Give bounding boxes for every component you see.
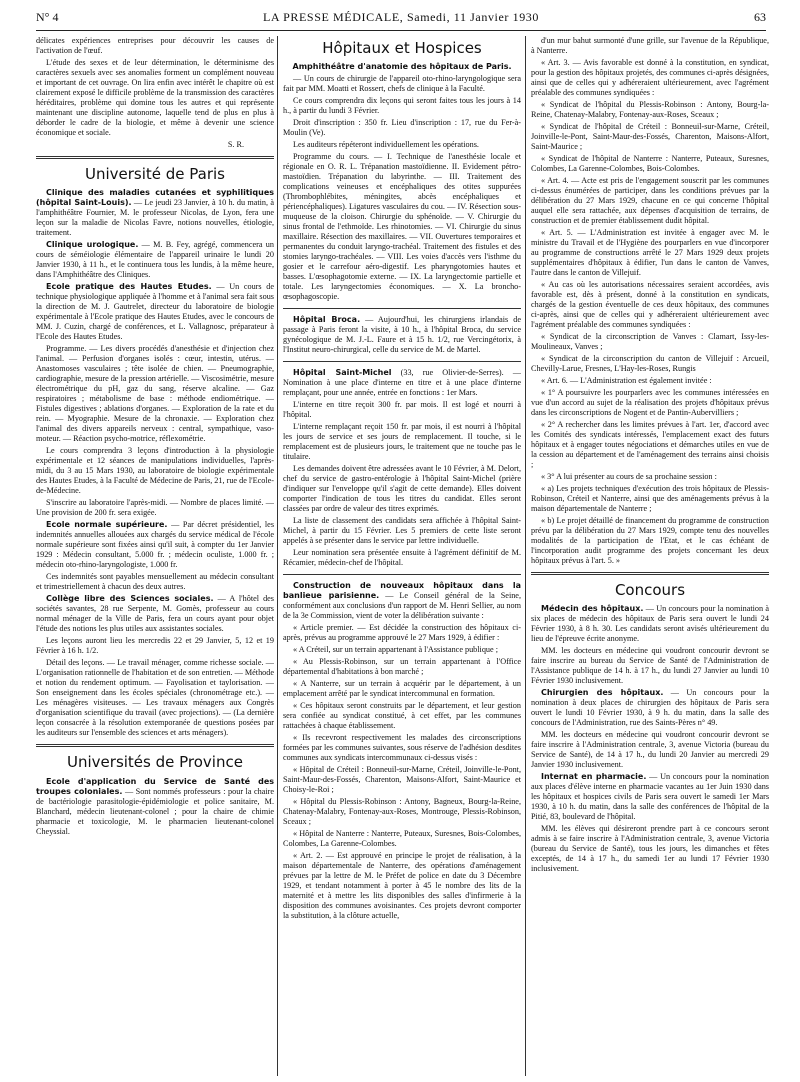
article-item [36, 282, 274, 342]
article-paragraph: « Hôpital de Créteil : Bonneuil-sur-Marne, Créteil, Joinville-le-Pont, Saint-Maur-des-Fossés, Charenton, Maisons-Alfort, Saint-Maurice et Choisy-le-Roi ; [283, 765, 521, 795]
article-item [36, 777, 274, 837]
article-item [36, 572, 274, 592]
article-paragraph: « Ces hôpitaux seront construits par le département, et leur gestion sera confiée au syndicat constitué, à cet effet, par les communes rattachées à chaque établissement. [283, 701, 521, 731]
stmichel-paragraphs [283, 400, 521, 568]
resolution-articles [283, 623, 521, 921]
column-divider [277, 36, 278, 1076]
article-paragraph: « 1° A poursuivre les pourparlers avec les communes intéressées en vue d'un accord au sujet de la réalisation des projets d'hôpitaux prévus dans les circonscriptions de Nogent et de Pantin-Aubervilliers ; [531, 388, 769, 417]
article-paragraph: « 3° A lui présenter au cours de sa prochaine session : [541, 472, 717, 481]
article-paragraph: L'étude des sexes et de leur détermination, le déterminisme des caractères sexuels avec ses anomalies forment un complément nouveau et important de cet ouvrage. On lira enfin avec intérêt le chapitre où est clairement exposé le difficile problème de la transmission des caractères héréditaires, problème qui domine tous les autres et qui représente maintenant une discipline autonome, laquelle tend de plus en plus à déborder le cadre de la biologie, et même à devenir une science économique et sociale. [36, 58, 274, 137]
article-item [283, 368, 521, 398]
article-item [36, 498, 274, 518]
article-paragraph: L'interne remplaçant reçoit 150 fr. par mois, il est nourri à l'hôpital les jours de service et ses jours de remplacement. Il touche, si le remplacement est de plusieurs jours, le traitement que ne touche pas le titulaire. [283, 422, 521, 462]
page-number: 63 [754, 10, 766, 24]
item-divider [283, 361, 521, 362]
article-paragraph: L'interne en titre reçoit 300 fr. par mois. Il est logé et nourri à l'hôpital. [283, 400, 521, 420]
article-paragraph: La liste de classement des candidats sera affichée à l'hôpital Saint-Michel, à partir du 15 Février. Les 5 premiers de cette liste seront appelés à se présenter dans le service par lettre individuelle. [283, 516, 521, 546]
column-2 [283, 36, 521, 1076]
article-paragraph: « 2° A rechercher dans les limites prévues à l'art. 1er, d'accord avec les Comités des syndicats intéressés, l'emplacement exact des futurs hôpitaux et à engager toutes négociations et démarches utiles en vue de la cession au département et de l'aménagement des terrains ainsi choisis ; [531, 420, 769, 469]
section-divider [531, 572, 769, 575]
item-heading: Internat en pharmacie. [541, 772, 647, 782]
article-paragraph: « Syndicat de l'hôpital de Nanterre : Nanterre, Puteaux, Suresnes, Colombes, La Garenne-Colombes, Bois-Colombes. [531, 154, 769, 173]
item-divider [283, 574, 521, 575]
item-text: MM. les élèves qui désireront prendre part à ce concours seront admis à se faire inscrire à l'Administration centrale, 3, avenue Victoria (bureau du Service de Santé), tous les jours, les dimanches et fêtes exceptés, de 14 à 17 h., du samedi 1er au lundi 17 Février 1930 inclusivement. [531, 824, 769, 874]
item-text: — Le Conseil général de la Seine, conformément aux conclusions d'un rapport de M. Henri Sellier, au nom de la 3e Commission, vient de voter la délibération suivante : [283, 591, 521, 621]
item-heading: Collège libre des Sciences sociales. [46, 594, 214, 604]
article-paragraph: « a) Les projets techniques d'exécution des trois hôpitaux de Plessis-Robinson, Créteil et Nanterre, ainsi que des aménagements prévus à la maison départementale de Nanterre ; [531, 484, 769, 513]
article-paragraph: « Hôpital du Plessis-Robinson : Antony, Bagneux, Bourg-la-Reine, Chatenay-Malabry, Fontenay-aux-Roses, Montrouge, Plessis-Robinson, Sceaux ; [283, 797, 521, 827]
article-paragraph: « Syndicat de la circonscription de Vanves : Clamart, Issy-les-Moulineaux, Vanves ; [531, 332, 769, 351]
article-paragraph: Droit d'inscription : 350 fr. Lieu d'inscription : 17, rue du Fer-à-Moulin (Ve). [283, 118, 521, 138]
item-text: — Par décret présidentiel, les indemnités annuelles allouées aux chargés du service médical de l'école normale supérieure sont fixées ainsi qu'il suit, à compter du 1er Janvier 1929 : Médecin consultant, 5.000 fr. ; médecin oculiste, 1.000 fr. ; médecin oto-rhino-laryngologiste, 1.000 fr. [36, 520, 274, 570]
article-item [36, 636, 274, 656]
article-paragraph: « Art. 3. — Avis favorable est donné à la constitution, en syndicat, pour la gestion des hôpitaux projetés, des communes ci-après désignées, ainsi que de celles qui y adhéreraient ultérieurement, avec l'agrément préalable des communes syndiquées : [531, 58, 769, 97]
article-item [36, 344, 274, 444]
article-item [531, 824, 769, 874]
item-text: — A l'hôtel des sociétés savantes, 28 rue Serpente, M. Gomès, professeur au cours normal ménager de la Ville de Paris, fera un cours ayant pour objet l'étude des notions les plus utiles aux assistantes sociales. [36, 594, 274, 634]
article-item [283, 581, 521, 621]
page-header [36, 8, 766, 31]
section-title-concours: Concours [614, 581, 686, 599]
article-paragraph: Programme du cours. — I. Technique de l'anesthésie locale et régionale en O. R. L. Trépanation mastoïdienne. II. Evidement pétro-mastoïdien. Trépanation du labyrinthe. — III. Traitement des complications veineuses et encéphaliques des otites suppurées (Thrombophlébites, méningites, abcès encéphaliques et périencéphaliques). Ligatures vasculaires du cou. — IV. Résection sous-muqueuse de la cloison. Chirurgie du sphénoïde. — V. Chirurgie du sinus frontal de l'ethmoïde. Les rhinotomies. — VI. Chirurgie du sinus maxillaire. Résection des maxillaires. — VII. Ouvertures temporaires et permanentes du conduit laryngo-trachéal. Traitement des fistules et des stomies laryngo-trachéales. — VIII. Les voies d'accès vers l'isthme du gosier et le carrefour aéro-digestif. Les pharyngotomies hautes et basses. L'œsophagotomie externe. — IX. La laryngectomie partielle et totale. Les laryngectomies économiques. — X. La broncho-œsophagoscopie. [283, 152, 521, 302]
item-text: MM. les docteurs en médecine qui voudront concourir devront se faire inscrire au bureau du Service de Santé de l'Administration de l'Assistance publique de 14 h. à 17 h., du lundi 27 Janvier au lundi 10 Février 1930 inclusivement. [531, 646, 769, 686]
resolution-continued [531, 36, 769, 566]
item-heading: Médecin des hôpitaux. [541, 604, 644, 614]
article-item [531, 772, 769, 822]
section-title-universites-de-province: Universités de Province [67, 753, 243, 772]
article-item [531, 688, 769, 728]
article-paragraph: « A Créteil, sur un terrain appartenant à l'Assistance publique ; [293, 645, 498, 655]
item-heading: Hôpital Broca. [293, 315, 361, 325]
item-heading: Ecole d'application du Service de Santé des troupes coloniales. [36, 776, 274, 796]
item-text: Le cours comprendra 3 leçons d'introduction à la physiologie expérimentale et 12 séances de manipulations individuelles, l'après-midi, du 3 au 15 Mars 1930, au laboratoire de biologie expérimentale des Hautes Etudes, à la Faculté de Médecine de Paris, 21, rue de l'Ecole-de-Médecine. [36, 446, 274, 496]
article-item [36, 594, 274, 634]
article-paragraph: « Au Plessis-Robinson, sur un terrain appartenant à l'Office départemental d'habitations à bon marché ; [283, 657, 521, 677]
article-paragraph: — Un cours de chirurgie de l'appareil oto-rhino-laryngologique sera fait par MM. Moatti et Rossert, chefs de clinique à la Faculté. [283, 74, 521, 94]
article-item [36, 658, 274, 738]
signature: S. R. [227, 140, 244, 149]
item-text: MM. les docteurs en médecine qui voudront concourir devront se faire inscrire à l'Administration centrale, 3, avenue Victoria (bureau du Service de Santé), de 14 à 17 h., du lundi 20 Janvier au mercredi 29 Janvier 1930 inclusivement. [531, 730, 769, 770]
article-paragraph: « Au cas où les autorisations nécessaires seraient accordées, avis favorable est, dès à présent, donné à la constitution en syndicats, chargés de la gestion éventuelle de ces deux hôpitaux, des communes ci-après, ainsi que de celles qui y adhéreraient ultérieurement avec l'agrément préalable des communes syndiquées : [531, 280, 769, 329]
article-paragraph: « Syndicat de l'hôpital du Plessis-Robinson : Antony, Bourg-la-Reine, Chatenay-Malabry, Fontenay-aux-Roses, Sceaux ; [531, 100, 769, 119]
province-items [36, 777, 274, 837]
article-paragraph: « Syndicat de la circonscription du canton de Villejuif : Arcueil, Chevilly-Larue, Fresnes, L'Hay-les-Roses, Rungis [531, 354, 769, 373]
article-item [531, 730, 769, 770]
article-paragraph: « b) Le projet détaillé de financement du programme de construction prévu par la délibération du 27 Mars 1929, compte tenu des nouvelles modalités de la participation de l'Etat, et le cas échéant de l'incorporation audit programme des projets concernant les deux hôpitaux prévus à l'art. 5. » [531, 516, 769, 565]
article-paragraph: « Art. 5. — L'Administration est invitée à engager avec M. le ministre du Travail et de l'Hygiène des pourparlers en vue d'incorporer au programme de constructions arrêté le 27 Mars 1929 deux projets supplémentaires d'hôpitaux à édifier, l'un dans le canton de Vanves, l'autre dans le canton de Villejuif. [531, 228, 769, 277]
article-item [531, 604, 769, 644]
item-heading: Ecole normale supérieure. [46, 520, 168, 530]
article-item [36, 188, 274, 238]
article-paragraph: « Article premier. — Est décidée la construction des hôpitaux ci-après, prévus au programme approuvé le 27 Mars 1929, à édifier : [283, 623, 521, 643]
column-divider [525, 36, 526, 1076]
item-text: — Un concours pour la nomination à deux places de chirurgien des hôpitaux de Paris sera ouvert le lundi 10 Février 1930, à 9 h. du matin, dans la salle des concours de l'Administration, rue des Saints-Pères n° 49. [531, 688, 769, 728]
item-text: S'inscrire au laboratoire l'après-midi. — Nombre de places limité. — Une provision de 200 fr. sera exigée. [36, 498, 274, 518]
item-heading: Construction de nouveaux hôpitaux dans la banlieue parisienne. [283, 581, 521, 601]
section-title-hopitaux-et-hospices: Hôpitaux et Hospices [322, 39, 482, 57]
article-paragraph: « Art. 4. — Acte est pris de l'engagement souscrit par les communes ci-dessus énumérées de participer, dans les conditions prévues par la délibération du 27 Mars 1929, chacune en ce qui concerne l'hôpital auquel elle sera rattachée, aux dépenses d'acquisition de terrains, de construction et de premier établissement dudit hôpital. [531, 176, 769, 225]
column-1 [36, 36, 274, 1076]
article-item [283, 315, 521, 355]
item-text: — Un cours de technique physiologique appliquée à l'homme et à l'animal sera fait sous la direction de M. J. Gautrelet, directeur du laboratoire de biologie expérimentale à l'Ecole pratique des Hautes Etudes, avec le concours de MM. J. Cuzin, chargé de conférences, et L. Vallagnosc, préparateur à l'Ecole des Hautes Etudes. [36, 282, 274, 342]
article-paragraph: Ce cours comprendra dix leçons qui seront faites tous les jours à 14 h., à partir du lundi 3 Février. [283, 96, 521, 116]
item-heading: Clinique urologique. [46, 240, 139, 250]
item-text: Ces indemnités sont payables mensuellement au médecin consultant et trimestriellement à chacun des deux autres. [36, 572, 274, 592]
item-heading: Clinique des maladies cutanées et syphilitiques (hôpital Saint-Louis). [36, 188, 274, 208]
issue-number: N° 4 [36, 10, 59, 24]
section-divider [36, 156, 274, 159]
section-title-universite-de-paris: Université de Paris [84, 165, 226, 183]
article-item [36, 240, 274, 280]
item-text: — Un concours pour la nomination à six places de médecin des hôpitaux de Paris sera ouvert le lundi 24 Février 1930, à 8 h. 30. Les candidats seront avisés ultérieurement du lieu de l'épreuve écrite anonyme. [531, 604, 769, 644]
article-item [36, 520, 274, 570]
item-divider [283, 308, 521, 309]
item-text: — M. B. Fey, agrégé, commencera un cours de séméiologie élémentaire de l'appareil urinaire le lundi 20 Janvier 1930, à 11 h., et le continuera tous les lundis, à la même heure, dans l'Amphithéâtre des Cliniques. [36, 240, 274, 280]
article-paragraph: « Ils recevront respectivement les malades des circonscriptions formées par les communes suivantes, sous réserve de l'adhésion desdites communes aux syndicats intercommunaux ci-dessus visés : [283, 733, 521, 763]
article-paragraph: d'un mur bahut surmonté d'une grille, sur l'avenue de la République, à Nanterre. [531, 36, 769, 55]
article-paragraph: Leur nomination sera présentée ensuite à l'agrément définitif de M. Récamier, médecin-chef de l'hôpital. [283, 548, 521, 568]
concours-items [531, 604, 769, 874]
item-text: Détail des leçons. — Le travail ménager, comme richesse sociale. — L'organisation rationnelle de l'habitation et de son entretien. — Méthode et notion du rendement optimum. — Fayolisation et taylorisation. — Son enseignement dans les écoles spéciales (chronométrage etc.). — Les ménagères visiteuses. — Les travaux ménagers aux Congrès d'organisation scientifique du travail (avec projections). — (La dernière leçon consacrée à la résolution extemporanée de questions posées par les auditeurs sur l'ensemble des sciences et arts ménagers). [36, 658, 274, 738]
amphitheatre-heading: Amphithéâtre d'anatomie des hôpitaux de Paris. [292, 62, 512, 72]
item-text: — Aujourd'hui, les chirurgiens irlandais de passage à Paris feront la visite, à 10 h., à l'hôpital Broca, du service gynécologique de M. J.-L. Faure et à 15 h. 1/2, rue Vercingétorix, à l'Institut neuro-chirurgical, celle du service de M. de Martel. [283, 315, 521, 355]
item-text: — Le jeudi 23 Janvier, à 10 h. du matin, à l'amphithéâtre Fournier, M. le professeur Nicolas, de Lyon, fera une leçon sur la maladie de Nicolas Favre, notions nouvelles, étiologie, traitement. [36, 198, 274, 238]
article-paragraph: délicates expériences entreprises pour découvrir les causes de l'activation de l'œuf. [36, 36, 274, 55]
column-3 [531, 36, 769, 1076]
item-text: Programme. — Les divers procédés d'anesthésie et d'injection chez l'animal. — Perfusion d'organes isolés : cœur, intestin, utérus. — Anastomoses vasculaires ; tête isolée de chien. — Pneumographie, cardiographie, mesure de la pression artérielle. — Viscosimétrie, mesure électrométrique du pH, gaz du sang, réserve alcaline. — Gaz respiratoires ; métabolisme de base : méthode endiométrique. — Fistules digestives ; ablations d'organes. — Exploration de la rate et du rein. — Myographie. Mesure de la chronaxie. — Exploration chez l'animal des divers appareils nerveux : central, sympathique, vaso-moteur. — Réaction psycho-motrice, réflexométrie. [36, 344, 274, 444]
section-divider [36, 744, 274, 747]
item-heading: Chirurgien des hôpitaux. [541, 688, 664, 698]
article-paragraph: « Art. 6. — L'Administration est également invitée : [541, 376, 712, 385]
article-paragraph: Les demandes doivent être adressées avant le 10 Février, à M. Delort, chef du service de gastro-entérologie à l'hôpital Saint-Michel (prière d'indiquer sur l'enveloppe qu'il s'agit de cette demande). Elles doivent comporter l'indication de tous les titres du candidat. Elles seront classées par ordre de valeur des titres exprimés. [283, 464, 521, 514]
item-heading: Hôpital Saint-Michel [293, 368, 392, 378]
article-item [36, 446, 274, 496]
item-text: Les leçons auront lieu les mercredis 22 et 29 Janvier, 5, 12 et 19 Février à 16 h. 1/2. [36, 636, 274, 656]
newspaper-title: LA PRESSE MÉDICALE, Samedi, 11 Janvier 1930 [262, 10, 539, 24]
article-paragraph: « Art. 2. — Est approuvé en principe le projet de réalisation, à la maison départementale de Nanterre, des opérations d'aménagement prévues par la lettre de M. le Préfet de police en date du 3 Décembre 1929, et tendant notamment à porter à 45 le nombre des lits de la maternité et à mettre les lits disponibles des salles d'infirmerie à la disposition des communes avoisinantes. Ces projets devront comporter la substitution, à la clôture actuelle, [283, 851, 521, 921]
item-text: (33, rue Olivier-de-Serres). — Nomination à une place d'interne en titre et à une place d'interne remplaçant, pour une année, entrée en fonctions : 1er Mars. [283, 368, 521, 398]
article-item [531, 646, 769, 686]
article-paragraph: « Syndicat de l'hôpital de Créteil : Bonneuil-sur-Marne, Créteil, Joinville-le-Pont, Saint-Maur-des-Fossés, Charenton, Maisons-Alfort, Saint-Maurice ; [531, 122, 769, 151]
paris-items [36, 188, 274, 738]
item-heading: Ecole pratique des Hautes Etudes. [46, 282, 212, 292]
article-paragraph: « Hôpital de Nanterre : Nanterre, Puteaux, Suresnes, Bois-Colombes, Colombes, La Garenne-Colombes. [283, 829, 521, 849]
item-text: — Sont nommés professeurs : pour la chaire de bactériologie parasitologie-épidémiologie et police sanitaire, M. Blanchard, médecin lieutenant-colonel ; pour la chaire de chimie pharmacie et toxicologie, M. le pharmacien lieutenant-colonel Cheyssial. [36, 786, 274, 836]
article-paragraph: « A Nanterre, sur un terrain à acquérir par le département, à un emplacement arrêté par le syndicat intercommunal en formation. [283, 679, 521, 699]
article-paragraph: Les auditeurs répéteront individuellement les opérations. [293, 140, 479, 150]
item-text: — Un concours pour la nomination aux places d'élève interne en pharmacie vacantes au 1er Juin 1930 dans les hôpitaux et hospices civils de Paris sera ouvert le samedi 1er Mars 1930, à 10 h. du matin, dans la salle des conférences de l'hôpital de la Pitié, 83, boulevard de l'hôpital. [531, 772, 769, 822]
